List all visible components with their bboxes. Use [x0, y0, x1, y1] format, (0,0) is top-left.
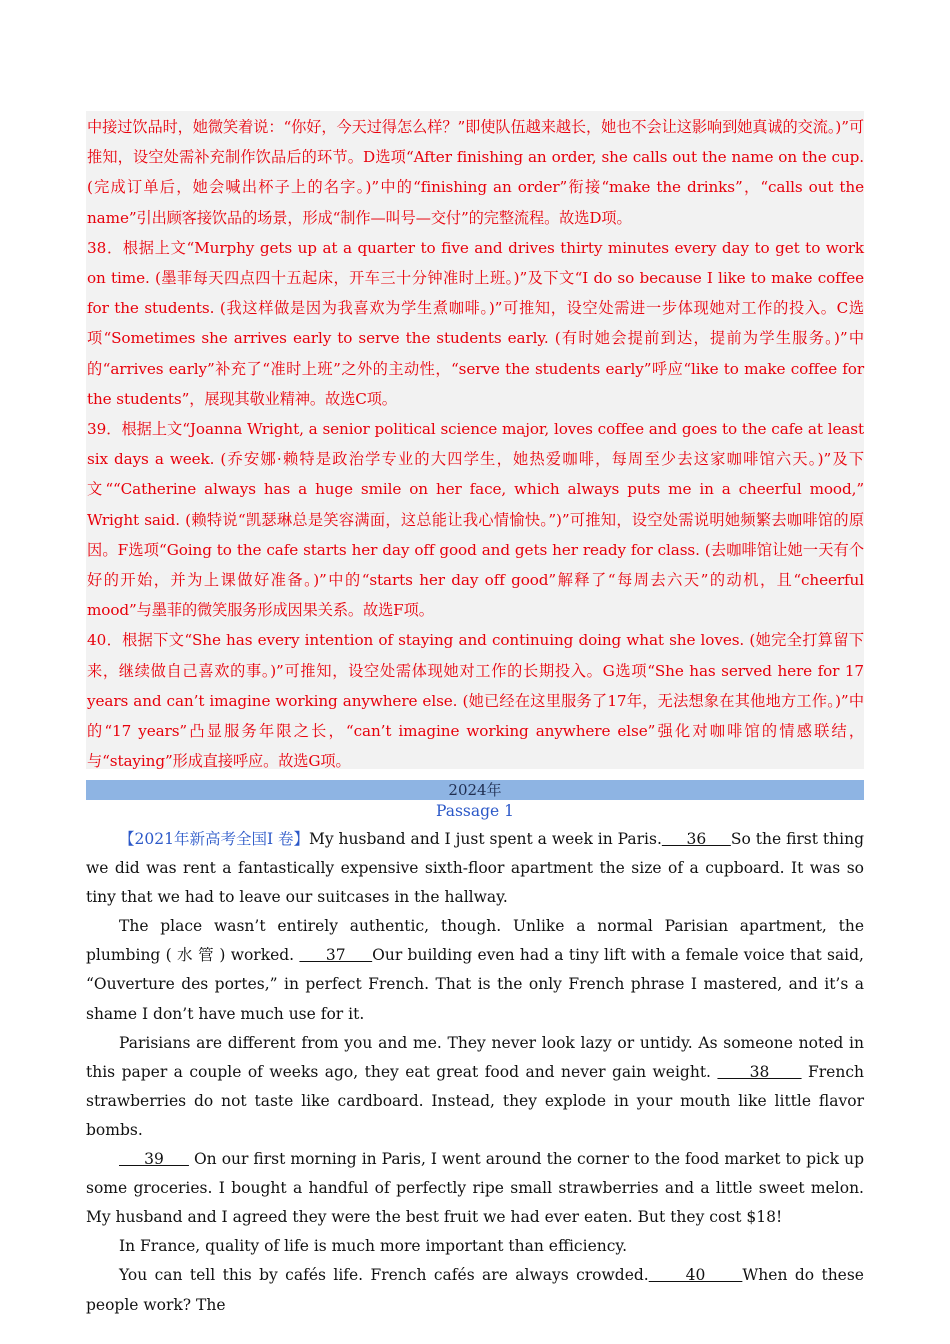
- passage-text: The place wasn’t entirely authentic, though. Unlike a normal Parisian apartment, the plumbing ( 水 管 ) worked.: [86, 917, 864, 965]
- year-section-header: 2024年: [86, 780, 864, 800]
- exam-source-label: 【2021年新高考全国Ⅰ 卷】: [119, 830, 309, 848]
- passage-paragraph: [86, 912, 864, 1028]
- passage-paragraph: [86, 1145, 864, 1232]
- answer-paragraph-40: 40．根据下文“She has every intention of staying and continuing doing what she loves. (她完全打算留下来，继续做自己喜欢的事。)”可推知，设空处需体现她对工作的长期投入。G选项“She has served here for 17 years and can’t imagine working anywhere else. (她已经在这里服务了17年，无法想象在其他地方工作。)”中的“17 years”凸显服务年限之长，“can’t imagine working anywhere else”强化对咖啡馆的情感联结，与“staying”形成直接呼应。故选G项。: [87, 631, 864, 771]
- blank-38: 38: [717, 1062, 802, 1081]
- answer-paragraph-39: 39．根据上文“Joanna Wright, a senior political science major, loves coffee and goes to the cafe at least six days a week. (乔安娜·赖特是政治学专业的大四学生，她热爱咖啡，每周至少去这家咖啡馆六天。)”及下文““Catherine always has a huge smile on her face, which always puts me in a cheerful mood,” Wright said. (赖特说“凯瑟琳总是笑容满面，这总能让我心情愉快。”)”可推知，设空处需说明她频繁去咖啡馆的原因。F选项“Going to the cafe starts her day off good and gets her ready for class. (去咖啡馆让她一天有个好的开始，并为上课做好准备。)”中的“starts her day off good”解释了“每周去六天”的动机，且“cheerful mood”与墨菲的微笑服务形成因果关系。故选F项。: [87, 420, 864, 620]
- answer-explanation-box: [86, 111, 864, 769]
- answer-paragraph-37: 中接过饮品时，她微笑着说：“你好，今天过得怎么样？”即使队伍越来越长，她也不会让这影响到她真诚的交流。)”可推知，设空处需补充制作饮品后的环节。D选项“After finishing an order, she calls out the name on the cup. (完成订单后，她会喊出杯子上的名字。)”中的“finishing an order”衔接“make the drinks”，“calls out the name”引出顾客接饮品的场景，形成“制作—叫号—交付”的完整流程。故选D项。: [87, 118, 864, 227]
- passage-text: You can tell this by cafés life. French cafés are always crowded.: [119, 1266, 649, 1285]
- passage-title: Passage 1: [435, 802, 514, 820]
- passage-text: My husband and I just spent a week in Paris.: [309, 830, 662, 848]
- passage-paragraph: [86, 825, 864, 912]
- answer-paragraph-38: 38．根据上文“Murphy gets up at a quarter to five and drives thirty minutes every day to get to work on time. (墨菲每天四点四十五起床，开车三十分钟准时上班。)”及下文“I do so because I like to make coffee for the students. (我这样做是因为我喜欢为学生煮咖啡。)”可推知，设空处需进一步体现她对工作的投入。C选项“Sometimes she arrives early to serve the students early. (有时她会提前到达，提前为学生服务。)”中的“arrives early”补充了“准时上班”之外的主动性，“serve the students early”呼应“like to make coffee for the students”，展现其敬业精神。故选C项。: [87, 238, 864, 408]
- blank-39: 39: [119, 1150, 189, 1169]
- passage-body: [86, 825, 864, 1320]
- blank-40: 40: [648, 1266, 743, 1285]
- blank-37: 37: [299, 946, 373, 965]
- blank-36: 36: [661, 830, 731, 848]
- passage-text: Our building even had a tiny lift with a female voice that said, “Ouverture des portes,” in perfect French. That is the only French phrase I mastered, and it’s a shame I don’t have much use for it.: [86, 946, 864, 1023]
- passage-paragraph: [86, 1261, 864, 1319]
- passage-text: So the first thing we did was rent a fantastically expensive sixth-floor apartment the size of a cupboard. It was so tiny that we had to leave our suitcases in the hallway.: [86, 830, 864, 907]
- passage-text: Parisians are different from you and me. They never look lazy or untidy. As someone noted in this paper a couple of weeks ago, they eat great food and never gain weight.: [86, 1033, 864, 1081]
- passage-text: On our first morning in Paris, I went around the corner to the food market to pick up some groceries. I bought a handful of perfectly ripe small strawberries and a little sweet melon. My husband and I agreed they were the best fruit we had ever eaten. But they cost $18!: [86, 1150, 864, 1227]
- passage-text: French strawberries do not taste like cardboard. Instead, they explode in your mouth like little flavor bombs.: [86, 1062, 865, 1139]
- passage-paragraph: [86, 1029, 864, 1145]
- passage-text: When do these people work? The: [86, 1266, 864, 1314]
- passage-paragraph: In France, quality of life is much more important than efficiency.: [119, 1237, 628, 1256]
